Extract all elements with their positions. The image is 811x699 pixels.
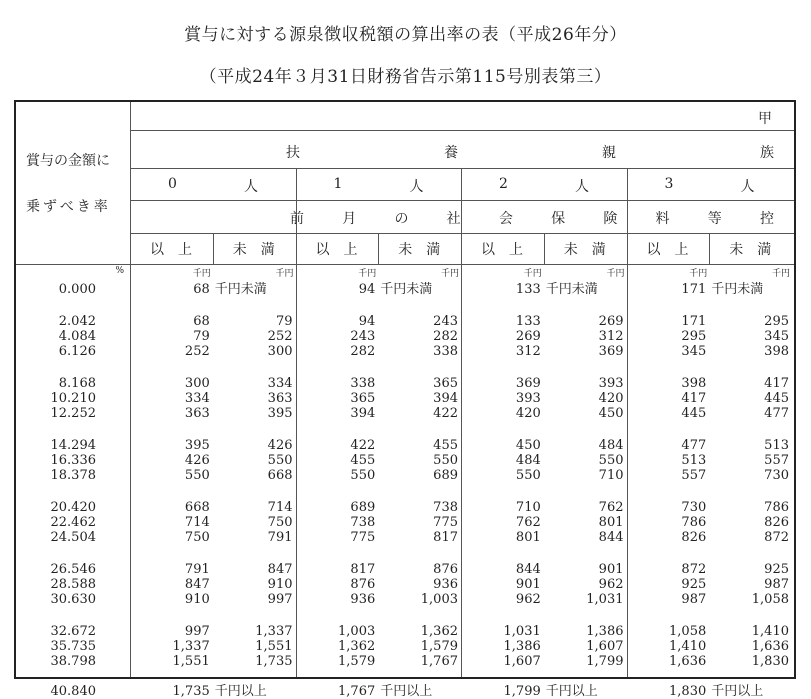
first-row-suffix-1: 千円未満	[380, 282, 433, 297]
table-cell-15-4: 1,031	[503, 624, 541, 639]
table-cell-9-0: 668	[184, 500, 210, 515]
prev-month-header	[290, 208, 774, 228]
first-row-value-0: 68	[193, 282, 210, 297]
table-cell-5-7: 477	[764, 406, 789, 421]
rate-row-15: 32.672	[50, 624, 96, 639]
table-cell-15-7: 1,410	[751, 624, 789, 639]
table-cell-2-0: 252	[184, 344, 210, 359]
rate-row-17: 38.798	[50, 654, 96, 669]
table-cell-10-4: 762	[515, 515, 541, 530]
table-cell-0-2: 94	[358, 314, 376, 329]
prev-month-header-char-7: 料	[655, 211, 670, 227]
table-cell-0-4: 133	[515, 314, 541, 329]
table-cell-7-7: 557	[764, 453, 789, 468]
table-cell-13-6: 925	[681, 577, 707, 592]
table-cell-1-0: 79	[193, 329, 210, 344]
table-cell-4-2: 365	[350, 391, 376, 406]
table-cell-9-6: 730	[681, 500, 707, 515]
table-cell-9-5: 762	[598, 500, 624, 515]
table-cell-3-1: 334	[267, 376, 293, 391]
rate-row-14: 30.630	[50, 592, 96, 607]
prev-month-header-char-6: 険	[603, 211, 618, 227]
table-cell-17-5: 1,799	[586, 654, 624, 669]
table-cell-6-1: 426	[267, 438, 293, 453]
dependents-unit-1: 人	[409, 179, 424, 195]
table-cell-6-4: 450	[515, 438, 541, 453]
prev-month-header-char-4: 会	[498, 211, 513, 227]
header-rule-1	[130, 168, 794, 169]
first-row-value-2: 133	[515, 282, 541, 297]
table-cell-2-6: 345	[681, 344, 707, 359]
table-cell-15-3: 1,362	[420, 624, 458, 639]
ijou-header-1: 以上	[315, 242, 372, 258]
table-cell-7-5: 550	[598, 453, 624, 468]
table-cell-14-5: 1,031	[586, 592, 624, 607]
table-cell-4-7: 445	[764, 391, 789, 406]
table-cell-1-3: 282	[433, 329, 458, 344]
dependents-header	[286, 142, 774, 162]
dependents-header-char-3: 族	[760, 145, 774, 161]
table-cell-16-5: 1,607	[586, 639, 624, 654]
sub-divider-0	[213, 233, 214, 264]
table-cell-3-7: 417	[764, 376, 789, 391]
table-cell-13-1: 910	[267, 577, 293, 592]
table-cell-5-5: 450	[598, 406, 624, 421]
ijou-header-0: 以上	[150, 242, 206, 258]
table-cell-16-3: 1,579	[420, 639, 458, 654]
table-cell-7-2: 455	[350, 453, 376, 468]
rate-row-1: 4.084	[58, 329, 96, 344]
table-cell-8-0: 550	[184, 468, 210, 483]
last-row-suffix-0: 千円以上	[214, 684, 267, 699]
table-cell-16-7: 1,636	[751, 639, 789, 654]
table-cell-2-3: 338	[433, 344, 458, 359]
table-cell-5-4: 420	[515, 406, 541, 421]
dependents-header-char-1: 養	[444, 145, 458, 161]
table-cell-8-3: 689	[433, 468, 458, 483]
table-cell-10-7: 826	[764, 515, 789, 530]
dependents-unit-0: 人	[244, 179, 258, 195]
table-cell-3-5: 393	[598, 376, 624, 391]
table-cell-15-6: 1,058	[669, 624, 707, 639]
table-cell-5-3: 422	[433, 406, 458, 421]
header-rule-0	[130, 130, 794, 131]
table-cell-3-0: 300	[184, 376, 210, 391]
table-cell-12-7: 925	[764, 562, 789, 577]
rate-header-line1: 賞与の金額に	[26, 153, 110, 169]
table-cell-17-2: 1,579	[338, 654, 376, 669]
rate-row-7: 16.336	[50, 453, 96, 468]
table-cell-1-4: 269	[515, 329, 541, 344]
first-row-suffix-0: 千円未満	[214, 282, 267, 297]
yen-unit-6: 千円	[689, 269, 708, 279]
table-cell-0-6: 171	[681, 314, 707, 329]
last-row-value-1: 1,767	[338, 684, 376, 699]
table-cell-2-4: 312	[515, 344, 541, 359]
table-cell-2-2: 282	[350, 344, 376, 359]
ijou-header-2: 以上	[481, 242, 537, 258]
group-divider-2	[461, 168, 462, 677]
table-cell-6-3: 455	[433, 438, 458, 453]
table-cell-16-2: 1,362	[338, 639, 376, 654]
table-cell-9-7: 786	[764, 500, 789, 515]
table-cell-17-6: 1,636	[669, 654, 707, 669]
rate-row-10: 22.462	[50, 515, 96, 530]
header-bottom-rule	[16, 264, 794, 265]
rate-header-line2: 乗ずべき率	[26, 199, 111, 215]
table-cell-6-6: 477	[681, 438, 707, 453]
miman-header-3: 未満	[729, 242, 786, 258]
rate-row-9: 20.420	[50, 500, 96, 515]
table-cell-0-1: 79	[275, 314, 293, 329]
table-cell-15-5: 1,386	[586, 624, 624, 639]
yen-unit-1: 千円	[275, 269, 294, 279]
percent-unit: %	[115, 266, 124, 276]
table-cell-1-2: 243	[350, 329, 376, 344]
table-title: 賞与に対する源泉徴収税額の算出率の表（平成26年分）	[184, 25, 627, 45]
table-cell-10-2: 738	[350, 515, 376, 530]
last-row-suffix-3: 千円以上	[711, 684, 764, 699]
table-cell-17-7: 1,830	[751, 654, 789, 669]
table-cell-0-0: 68	[193, 314, 210, 329]
table-cell-4-0: 334	[184, 391, 210, 406]
withholding-rate-table	[14, 100, 796, 699]
table-cell-11-3: 817	[433, 530, 458, 545]
table-cell-10-5: 801	[598, 515, 624, 530]
table-cell-9-2: 689	[350, 500, 376, 515]
table-cell-9-1: 714	[267, 500, 293, 515]
dependents-count-3: 3	[664, 176, 674, 192]
table-cell-5-0: 363	[184, 406, 210, 421]
table-cell-15-0: 997	[184, 624, 210, 639]
dependents-count-0: 0	[168, 176, 177, 192]
table-cell-4-5: 420	[598, 391, 624, 406]
table-cell-12-1: 847	[267, 562, 293, 577]
table-cell-10-1: 750	[267, 515, 293, 530]
table-cell-8-6: 557	[681, 468, 707, 483]
table-cell-5-1: 395	[267, 406, 293, 421]
rate-row-0: 2.042	[58, 314, 96, 329]
table-cell-14-1: 997	[267, 592, 293, 607]
table-cell-3-2: 338	[350, 376, 376, 391]
table-cell-14-7: 1,058	[751, 592, 789, 607]
table-cell-8-4: 550	[515, 468, 541, 483]
table-cell-6-7: 513	[764, 438, 789, 453]
prev-month-header-char-3: 社	[446, 211, 461, 227]
rate-row-13: 28.588	[50, 577, 96, 592]
table-cell-16-6: 1,410	[669, 639, 707, 654]
table-cell-5-2: 394	[350, 406, 376, 421]
last-row-suffix-1: 千円以上	[380, 684, 433, 699]
table-cell-4-3: 394	[433, 391, 458, 406]
table-cell-7-1: 550	[267, 453, 293, 468]
table-cell-2-5: 369	[598, 344, 624, 359]
sub-divider-1	[378, 233, 379, 264]
table-cell-15-2: 1,003	[338, 624, 376, 639]
table-cell-16-4: 1,386	[503, 639, 541, 654]
header-rule-3	[130, 233, 794, 234]
yen-unit-0: 千円	[192, 269, 211, 279]
dependents-count-2: 2	[499, 176, 508, 192]
sub-divider-2	[544, 233, 545, 264]
first-row-suffix-2: 千円未満	[545, 282, 598, 297]
prev-month-header-char-5: 保	[551, 211, 566, 227]
rate-row-12: 26.546	[50, 562, 96, 577]
table-cell-8-7: 730	[764, 468, 789, 483]
dependents-unit-3: 人	[740, 179, 755, 195]
table-cell-7-0: 426	[184, 453, 210, 468]
table-cell-2-1: 300	[267, 344, 293, 359]
table-cell-3-4: 369	[515, 376, 541, 391]
table-cell-12-4: 844	[515, 562, 541, 577]
rate-first: 0.000	[58, 282, 96, 297]
table-cell-13-4: 901	[515, 577, 541, 592]
table-subtitle: （平成24年３月31日財務省告示第115号別表第三）	[199, 67, 612, 87]
table-cell-14-4: 962	[515, 592, 541, 607]
prev-month-header-char-2: の	[394, 211, 409, 227]
table-cell-4-4: 393	[515, 391, 541, 406]
table-cell-4-1: 363	[267, 391, 293, 406]
table-cell-0-3: 243	[433, 314, 458, 329]
miman-header-2: 未満	[563, 242, 620, 258]
table-cell-10-6: 786	[681, 515, 707, 530]
table-cell-11-0: 750	[184, 530, 210, 545]
table-cell-17-4: 1,607	[503, 654, 541, 669]
kou-label: 甲	[758, 111, 772, 127]
rate-row-16: 35.735	[50, 639, 96, 654]
table-cell-17-1: 1,735	[255, 654, 293, 669]
table-cell-13-0: 847	[184, 577, 210, 592]
last-row-value-3: 1,830	[669, 684, 707, 699]
dependents-header-char-2: 親	[602, 145, 616, 161]
table-cell-0-5: 269	[598, 314, 624, 329]
sub-divider-3	[709, 233, 710, 264]
rate-row-8: 18.378	[50, 468, 96, 483]
ijou-header-3: 以上	[646, 242, 703, 258]
table-cell-7-3: 550	[433, 453, 458, 468]
prev-month-header-char-8: 等	[707, 211, 722, 227]
table-cell-1-1: 252	[267, 329, 293, 344]
rate-row-11: 24.504	[50, 530, 96, 545]
table-cell-4-6: 417	[681, 391, 707, 406]
table-cell-10-0: 714	[184, 515, 210, 530]
table-cell-13-5: 962	[598, 577, 624, 592]
table-cell-6-5: 484	[598, 438, 624, 453]
first-row-value-1: 94	[358, 282, 376, 297]
rate-row-2: 6.126	[58, 344, 96, 359]
prev-month-header-char-9: 控	[759, 211, 774, 227]
table-cell-12-6: 872	[681, 562, 707, 577]
table-cell-2-7: 398	[764, 344, 789, 359]
table-cell-9-4: 710	[515, 500, 541, 515]
rate-row-4: 10.210	[50, 391, 96, 406]
table-cell-12-0: 791	[184, 562, 210, 577]
table-cell-5-6: 445	[681, 406, 707, 421]
table-cell-12-2: 817	[350, 562, 376, 577]
table-cell-6-0: 395	[184, 438, 210, 453]
table-cell-11-7: 872	[764, 530, 789, 545]
table-cell-8-2: 550	[350, 468, 376, 483]
yen-unit-7: 千円	[771, 269, 790, 279]
table-cell-1-6: 295	[681, 329, 707, 344]
yen-unit-4: 千円	[523, 269, 542, 279]
table-cell-7-4: 484	[515, 453, 541, 468]
last-row-suffix-2: 千円以上	[545, 684, 598, 699]
table-cell-1-7: 345	[764, 329, 789, 344]
yen-unit-2: 千円	[358, 269, 377, 279]
first-row-suffix-3: 千円未満	[711, 282, 764, 297]
table-cell-7-6: 513	[681, 453, 707, 468]
table-cell-12-3: 876	[433, 562, 458, 577]
dependents-unit-2: 人	[575, 179, 589, 195]
rate-row-3: 8.168	[58, 376, 96, 391]
dependents-count-1: 1	[333, 176, 343, 192]
rate-last: 40.840	[50, 684, 96, 699]
first-row-value-3: 171	[681, 282, 707, 297]
table-cell-11-5: 844	[598, 530, 624, 545]
group-divider-1	[296, 168, 297, 677]
prev-month-header-char-1: 月	[342, 211, 357, 227]
table-cell-12-5: 901	[598, 562, 624, 577]
table-cell-15-1: 1,337	[255, 624, 293, 639]
table-cell-9-3: 738	[433, 500, 458, 515]
table-cell-14-0: 910	[184, 592, 210, 607]
header-rule-2	[130, 200, 794, 201]
dependents-header-char-0: 扶	[286, 145, 300, 161]
yen-unit-3: 千円	[440, 269, 459, 279]
table-cell-6-2: 422	[350, 438, 376, 453]
table-cell-10-3: 775	[433, 515, 458, 530]
table-cell-14-6: 987	[681, 592, 707, 607]
left-column-divider	[130, 102, 131, 677]
table-cell-11-6: 826	[681, 530, 707, 545]
table-cell-11-2: 775	[350, 530, 376, 545]
rate-row-6: 14.294	[50, 438, 96, 453]
last-row-value-2: 1,799	[503, 684, 541, 699]
yen-unit-5: 千円	[606, 269, 625, 279]
table-cell-17-3: 1,767	[420, 654, 458, 669]
table-cell-17-0: 1,551	[172, 654, 210, 669]
table-cell-13-2: 876	[350, 577, 376, 592]
table-cell-13-3: 936	[433, 577, 458, 592]
table-cell-1-5: 312	[598, 329, 624, 344]
miman-header-0: 未満	[232, 242, 289, 258]
table-cell-8-1: 668	[267, 468, 293, 483]
rate-row-5: 12.252	[50, 406, 96, 421]
group-divider-3	[627, 168, 628, 677]
table-cell-16-1: 1,551	[255, 639, 293, 654]
table-cell-14-2: 936	[350, 592, 376, 607]
last-row-value-0: 1,735	[172, 684, 210, 699]
table-cell-11-4: 801	[515, 530, 541, 545]
miman-header-1: 未満	[398, 242, 455, 258]
table-cell-3-3: 365	[433, 376, 458, 391]
table-cell-3-6: 398	[681, 376, 707, 391]
table-cell-8-5: 710	[598, 468, 624, 483]
table-cell-14-3: 1,003	[420, 592, 458, 607]
prev-month-header-char-0: 前	[290, 211, 304, 227]
table-cell-16-0: 1,337	[172, 639, 210, 654]
table-cell-0-7: 295	[764, 314, 789, 329]
table-cell-13-7: 987	[764, 577, 789, 592]
table-cell-11-1: 791	[267, 530, 293, 545]
